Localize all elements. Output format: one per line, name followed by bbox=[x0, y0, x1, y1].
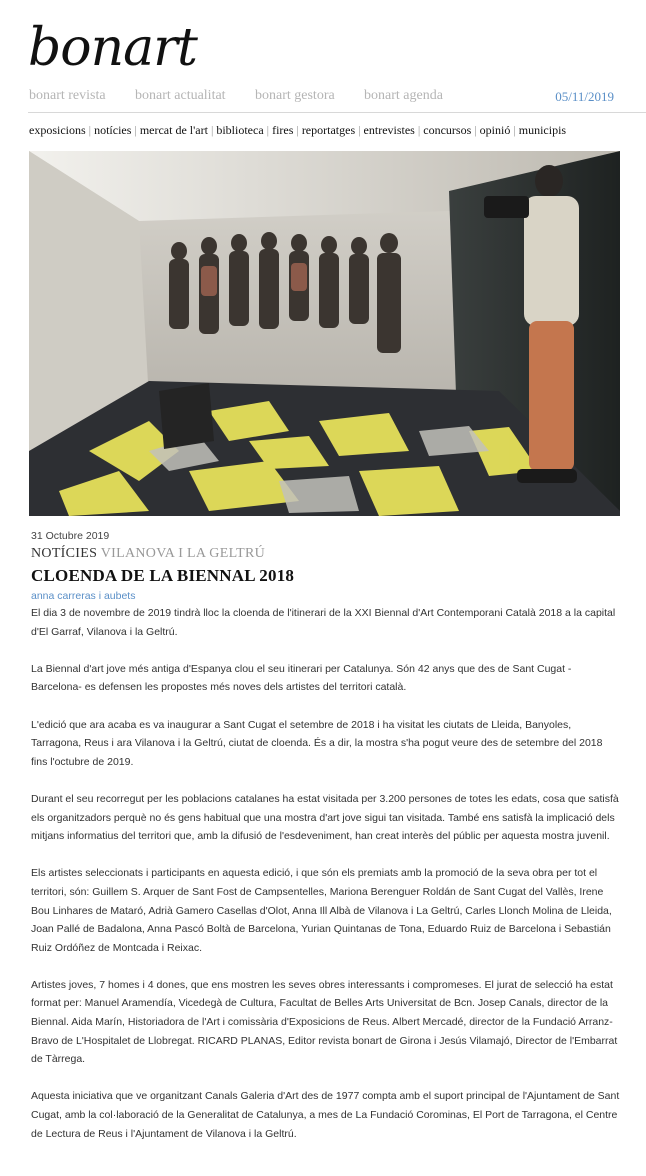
nav-bonart-revista[interactable]: bonart revista bbox=[29, 88, 106, 103]
cat-municipis[interactable]: municipis bbox=[518, 123, 567, 137]
cat-exposicions[interactable]: exposicions bbox=[29, 123, 86, 137]
paragraph-4: Durant el seu recorregut per les poblacions catalanes ha estat visitada per 3.200 persones de totes les edats, cosa que satisfà els organitzadors perquè no és gens habitual que una mostra d'art jove sigui tan visitada. També ens satisfà la implicació dels mitjans informatius del territori que, amb la difusió de l'esdeveniment, han creat interès del públic per aquesta mostra juvenil. bbox=[31, 792, 619, 843]
current-date: 05/11/2019 bbox=[555, 89, 614, 104]
category-navigation: exposicions | notícies | mercat de l'art | biblioteca | fires | reportatges | entrevistes | concursos | opinió | municipis bbox=[29, 123, 567, 137]
cat-mercat[interactable]: mercat de l'art bbox=[139, 123, 208, 137]
header-divider bbox=[28, 112, 646, 113]
article-body bbox=[31, 604, 621, 1162]
cat-biblioteca[interactable]: biblioteca bbox=[216, 123, 264, 137]
cat-noticies[interactable]: notícies bbox=[94, 123, 132, 137]
paragraph-2: La Biennal d'art jove més antiga d'Espanya clou el seu itinerari per Catalunya. Són 42 anys que des de Sant Cugat -Barcelona- es defensen les propostes més noves dels artistes del territori català. bbox=[31, 662, 572, 694]
cat-opinio[interactable]: opinió bbox=[479, 123, 511, 137]
paragraph-3: L'edició que ara acaba es va inaugurar a Sant Cugat el setembre de 2018 i ha visitat les ciutats de Lleida, Banyoles, Tarragona, Reus i ara Vilanova i la Geltrú, ciutat de cloenda. És a dir, la mostra s'ha pogut veure des de setembre del 2018 fins l'octubre de 2019. bbox=[31, 718, 603, 768]
nav-bonart-agenda[interactable]: bonart agenda bbox=[364, 88, 443, 103]
cat-concursos[interactable]: concursos bbox=[423, 123, 472, 137]
cat-entrevistes[interactable]: entrevistes bbox=[363, 123, 415, 137]
article-section bbox=[31, 546, 265, 562]
nav-bonart-gestora[interactable]: bonart gestora bbox=[255, 88, 335, 103]
nav-bonart-actualitat[interactable]: bonart actualitat bbox=[135, 88, 226, 103]
top-navigation bbox=[29, 88, 619, 108]
section-link[interactable]: NOTÍCIES bbox=[31, 546, 98, 561]
location-link[interactable]: VILANOVA I LA GELTRÚ bbox=[100, 546, 266, 561]
bonart-logo[interactable]: bonart bbox=[28, 18, 197, 78]
paragraph-6: Artistes joves, 7 homes i 4 dones, que ens mostren les seves obres interessants i compromeses. El jurat de selecció ha estat format per: Manuel Aramendía, Vicedegà de Cultura, Facultat de Belles Arts Universitat de Bcn. Josep Canals, director de la Biennal. Aida Marín, Historiadora de l'Art i comissària d'Exposicions de Reus. Albert Mercadé, director de la Fundació Arranz-Bravo de L'Hospitalet de Llobregat. RICARD PLANAS, Editor revista bonart de Girona i Jesús Vilamajó, Director de l'Embarrat de Tàrrega. bbox=[31, 978, 618, 1066]
paragraph-1: El dia 3 de novembre de 2019 tindrà lloc la cloenda de l'itinerari de la XXI Biennal d'Art Contemporani Català 2018 a la capital d'El Garraf, Vilanova i la Geltrú. bbox=[31, 607, 616, 638]
cat-fires[interactable]: fires bbox=[272, 123, 294, 137]
paragraph-7: Aquesta iniciativa que ve organitzant Canals Galeria d'Art des de 1977 compta amb el suport principal de l'Ajuntament de Sant Cugat, amb la col·laboració de la Generalitat de Catalunya, a mes de La Fundació Corominas, El Port de Tarragona, el Centre de Lectura de Reus i l'Ajuntament de Vilanova i la Geltrú. bbox=[31, 1090, 620, 1140]
cat-reportatges[interactable]: reportatges bbox=[301, 123, 356, 137]
article-date: 31 Octubre 2019 bbox=[31, 530, 110, 542]
paragraph-5: Els artistes seleccionats i participants en aquesta edició, i que són els premiats amb la promoció de la seva obra per tot el territori, són: Guillem S. Arquer de Sant Fost de Campsentelles, Mariona Berenguer Roldán de Sant Cugat del Vallès, Irene Bou Linhares de Mataró, Adrià Gamero Casellas d'Olot, Anna Ill Albà de Vilanova i La Geltrú, Carles Llonch Molina de Lleida, Joan Pallé de Badalona, Anna Pascó Boltà de Barcelona, Yurian Quintanas de Tona, Eduardo Ruiz de Barcelona i Sebastián Ruiz Ordóñez de Montcada i Reixac. bbox=[31, 867, 612, 954]
author-link[interactable]: anna carreras i aubets bbox=[31, 590, 136, 602]
article-author bbox=[31, 590, 135, 602]
article-photo bbox=[29, 151, 620, 516]
article-title: CLOENDA DE LA BIENNAL 2018 bbox=[31, 566, 295, 585]
